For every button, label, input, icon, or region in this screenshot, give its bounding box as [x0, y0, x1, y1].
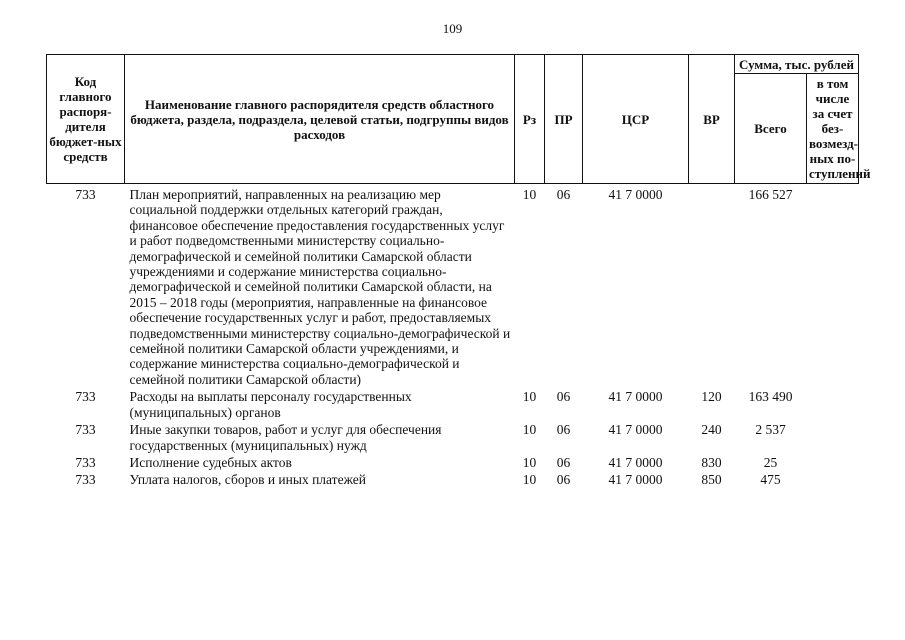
cell-pr: 06 [556, 422, 571, 438]
table-header [47, 55, 871, 184]
cell-csr: 41 7 0000 [608, 472, 663, 488]
cell-name: Исполнение судебных актов [129, 454, 292, 470]
cell-name: Уплата налогов, сборов и иных платежей [129, 472, 366, 488]
cell-csr: 41 7 0000 [608, 187, 663, 202]
cell-vr: 850 [701, 472, 722, 488]
header-code: Код главного распоря-дителя бюджет-ных средств [47, 55, 125, 184]
header-pr: ПР [545, 55, 583, 184]
cell-rz: 10 [522, 454, 537, 470]
page-number: 109 [442, 21, 463, 36]
cell-rz: 10 [522, 187, 537, 202]
table-row [47, 387, 859, 420]
cell-pr: 06 [556, 454, 571, 470]
cell-vr [689, 184, 735, 388]
cell-code: 733 [75, 472, 96, 488]
cell-csr: 41 7 0000 [608, 389, 663, 405]
cell-total: 25 [763, 454, 778, 470]
cell-pr: 06 [556, 472, 571, 488]
cell-name: План мероприятий, направленных на реализацию мер социальной поддержки отдельных категорий граждан, финансовое обеспечение предоставления государственных услуг и работ подведомственными министерству социально-демографической и семейной политики Самарской области учреждениями и содержание министерства социально-демографической и семейной политики Самарской области, на 2015 – 2018 годы (мероприятия, направленные на финансовое обеспечение государственных услуг и работ, предоставляемых подведомственными министерству социально-демографической и семейной политики Самарской области учреждениями, и содержание министерства социально-демографической и семейной политики Самарской области) [129, 187, 511, 387]
cell-vr: 830 [701, 454, 722, 470]
cell-vr: 120 [701, 389, 722, 405]
cell-total: 475 [760, 472, 781, 488]
cell-name: Расходы на выплаты персоналу государственных (муниципальных) органов [129, 389, 412, 420]
cell-free [807, 470, 859, 487]
header-sum: Сумма, тыс. рублей [735, 55, 859, 74]
cell-rz: 10 [522, 472, 537, 488]
budget-table [46, 54, 871, 488]
table-row [47, 470, 859, 487]
header-csr: ЦСР [583, 55, 689, 184]
cell-csr: 41 7 0000 [608, 422, 663, 438]
cell-name: Иные закупки товаров, работ и услуг для обеспечения государственных (муниципальных) нужд [129, 422, 442, 453]
cell-total: 166 527 [748, 187, 793, 202]
table-row [47, 453, 859, 470]
cell-total: 2 537 [755, 422, 786, 438]
table-row [47, 184, 859, 388]
header-free: в том числе за счет без-возмезд-ных по-ступлений [807, 74, 859, 184]
cell-free [807, 453, 859, 470]
cell-rz: 10 [522, 422, 537, 438]
header-rz: Рз [515, 55, 545, 184]
table-row [47, 420, 859, 453]
cell-code: 733 [75, 422, 96, 438]
cell-free [807, 184, 859, 388]
cell-code: 733 [75, 389, 96, 405]
cell-vr: 240 [701, 422, 722, 438]
cell-code: 733 [75, 454, 96, 470]
cell-total: 163 490 [748, 389, 793, 405]
cell-csr: 41 7 0000 [608, 454, 663, 470]
cell-free [807, 420, 859, 453]
cell-code: 733 [75, 187, 96, 202]
cell-pr: 06 [556, 187, 571, 202]
header-name: Наименование главного распорядителя средств областного бюджета, раздела, подраздела, целевой статьи, подгруппы видов расходов [125, 55, 515, 184]
header-total: Всего [735, 74, 807, 184]
cell-rz: 10 [522, 389, 537, 405]
cell-pr: 06 [556, 389, 571, 405]
header-vr: ВР [689, 55, 735, 184]
cell-free [807, 387, 859, 420]
